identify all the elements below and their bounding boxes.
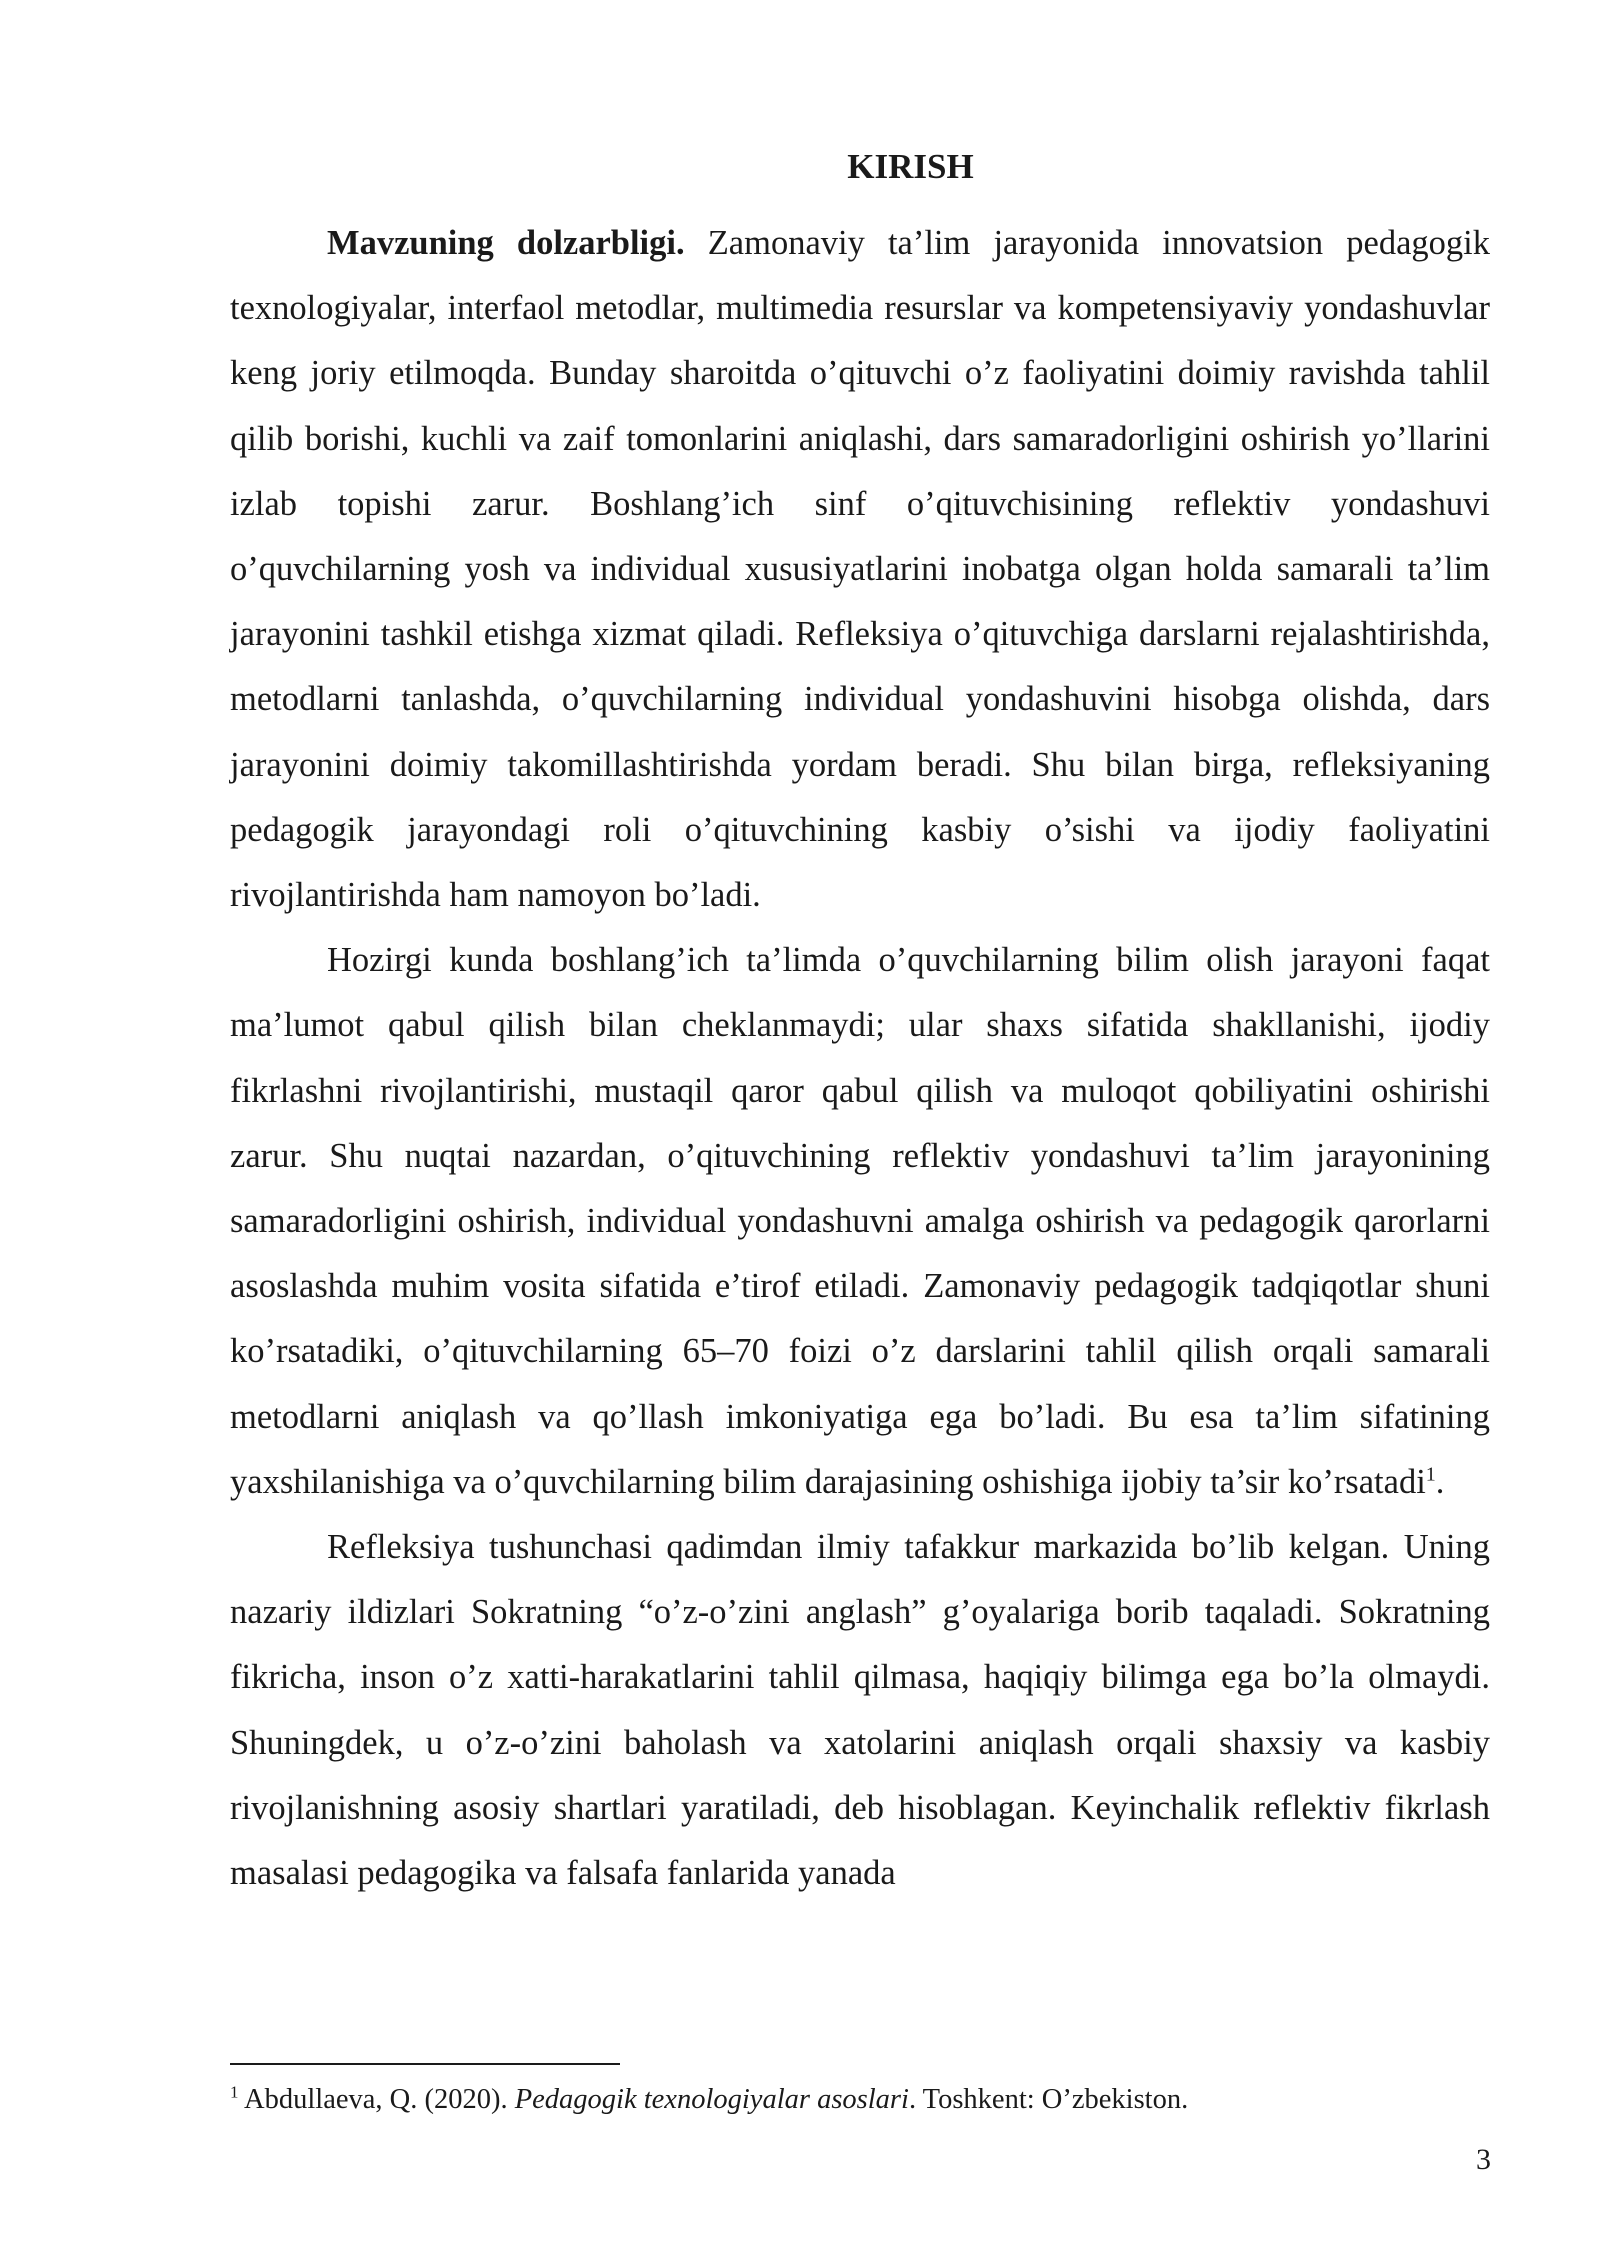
paragraph-text: Refleksiya tushunchasi qadimdan ilmiy tafakkur markazida bo’lib kelgan. Uning nazariy ildizlari Sokratning “o’z-o’zini anglash” g’oyalariga borib taqaladi. Sokratning fikricha, inson o’z xatti-harakatlarini tahlil qilmasa, haqiqiy bilimga ega bo’la olmaydi. Shuningdek, u o’z-o’zini baholash va xatolarini aniqlash orqali shaxsiy va kasbiy rivojlanishning asosiy shartlari yaratiladi, deb hisoblagan. Keyinchalik reflektiv fikrlash masalasi pedagogika va falsafa fanlarida yanada: [230, 1528, 1490, 1893]
page-title: KIRISH: [847, 147, 974, 186]
footnote: [230, 2080, 1490, 2120]
paragraph-end: .: [1435, 1462, 1445, 1501]
page-number: 3: [1476, 2143, 1491, 2176]
paragraph-text: Hozirgi kunda boshlang’ich ta’limda o’quvchilarning bilim olish jarayoni faqat ma’lumot qabul qilish bilan cheklanmaydi; ular shaxs sifatida shakllanishi, ijodiy fikrlashni rivojlantirishi, mustaqil qaror qabul qilish va muloqot qobiliyatini oshirishi zarur. Shu nuqtai nazardan, o’qituvchining reflektiv yondashuvi ta’lim jarayonining samaradorligini oshirish, individual yondashuvni amalga oshirish va pedagogik qarorlarni asoslashda muhim vosita sifatida e’tirof etiladi. Zamonaviy pedagogik tadqiqotlar shuni ko’rsatadiki, o’qituvchilarning 65–70 foizi o’z darslarini tahlil qilish orqali samarali metodlarni aniqlash va qo’llash imkoniyatiga ega bo’ladi. Bu esa ta’lim sifatining yaxshilanishiga va o’quvchilarning bilim darajasining oshishiga ijobiy ta’sir ko’rsatadi: [230, 941, 1490, 1501]
footnote-reference: 1: [1425, 1463, 1436, 1486]
paragraph-text: Zamonaviy ta’lim jarayonida innovatsion pedagogik texnologiyalar, interfaol metodlar, multimedia resurslar va kompetensiyaviy yondashuvlar keng joriy etilmoqda. Bunday sharoitda o’qituvchi o’z faoliyatini doimiy ravishda tahlil qilib borishi, kuchli va zaif tomonlarini aniqlashi, dars samaradorligini oshirish yo’llarini izlab topishi zarur. Boshlang’ich sinf o’qituvchisining reflektiv yondashuvi o’quvchilarning yosh va individual xususiyatlarini inobatga olgan holda samarali ta’lim jarayonini tashkil etishga xizmat qiladi. Refleksiya o’qituvchiga darslarni rejalashtirishda, metodlarni tanlashda, o’quvchilarning individual yondashuvini hisobga olishda, dars jarayonini doimiy takomillashtirishda yordam beradi. Shu bilan birga, refleksiyaning pedagogik jarayondagi roli o’qituvchining kasbiy o’sishi va ijodiy faoliyatini rivojlantirishda ham namoyon bo’ladi.: [230, 224, 1490, 915]
footnote-divider: [230, 2063, 620, 2065]
paragraph-reflection-history: [230, 1515, 1490, 1906]
body-text: [230, 211, 1490, 1906]
paragraph-current-education: [230, 928, 1490, 1515]
paragraph-relevance: [230, 211, 1490, 928]
footnote-title: Pedagogik texnologiyalar asoslari: [514, 2084, 909, 2115]
footnote-publisher: . Toshkent: O’zbekiston.: [908, 2084, 1189, 2115]
paragraph-lead: Mavzuning dolzarbligi.: [327, 224, 685, 262]
footnote-number: 1: [230, 2082, 239, 2102]
footnote-author: Abdullaeva, Q. (2020).: [238, 2084, 515, 2115]
